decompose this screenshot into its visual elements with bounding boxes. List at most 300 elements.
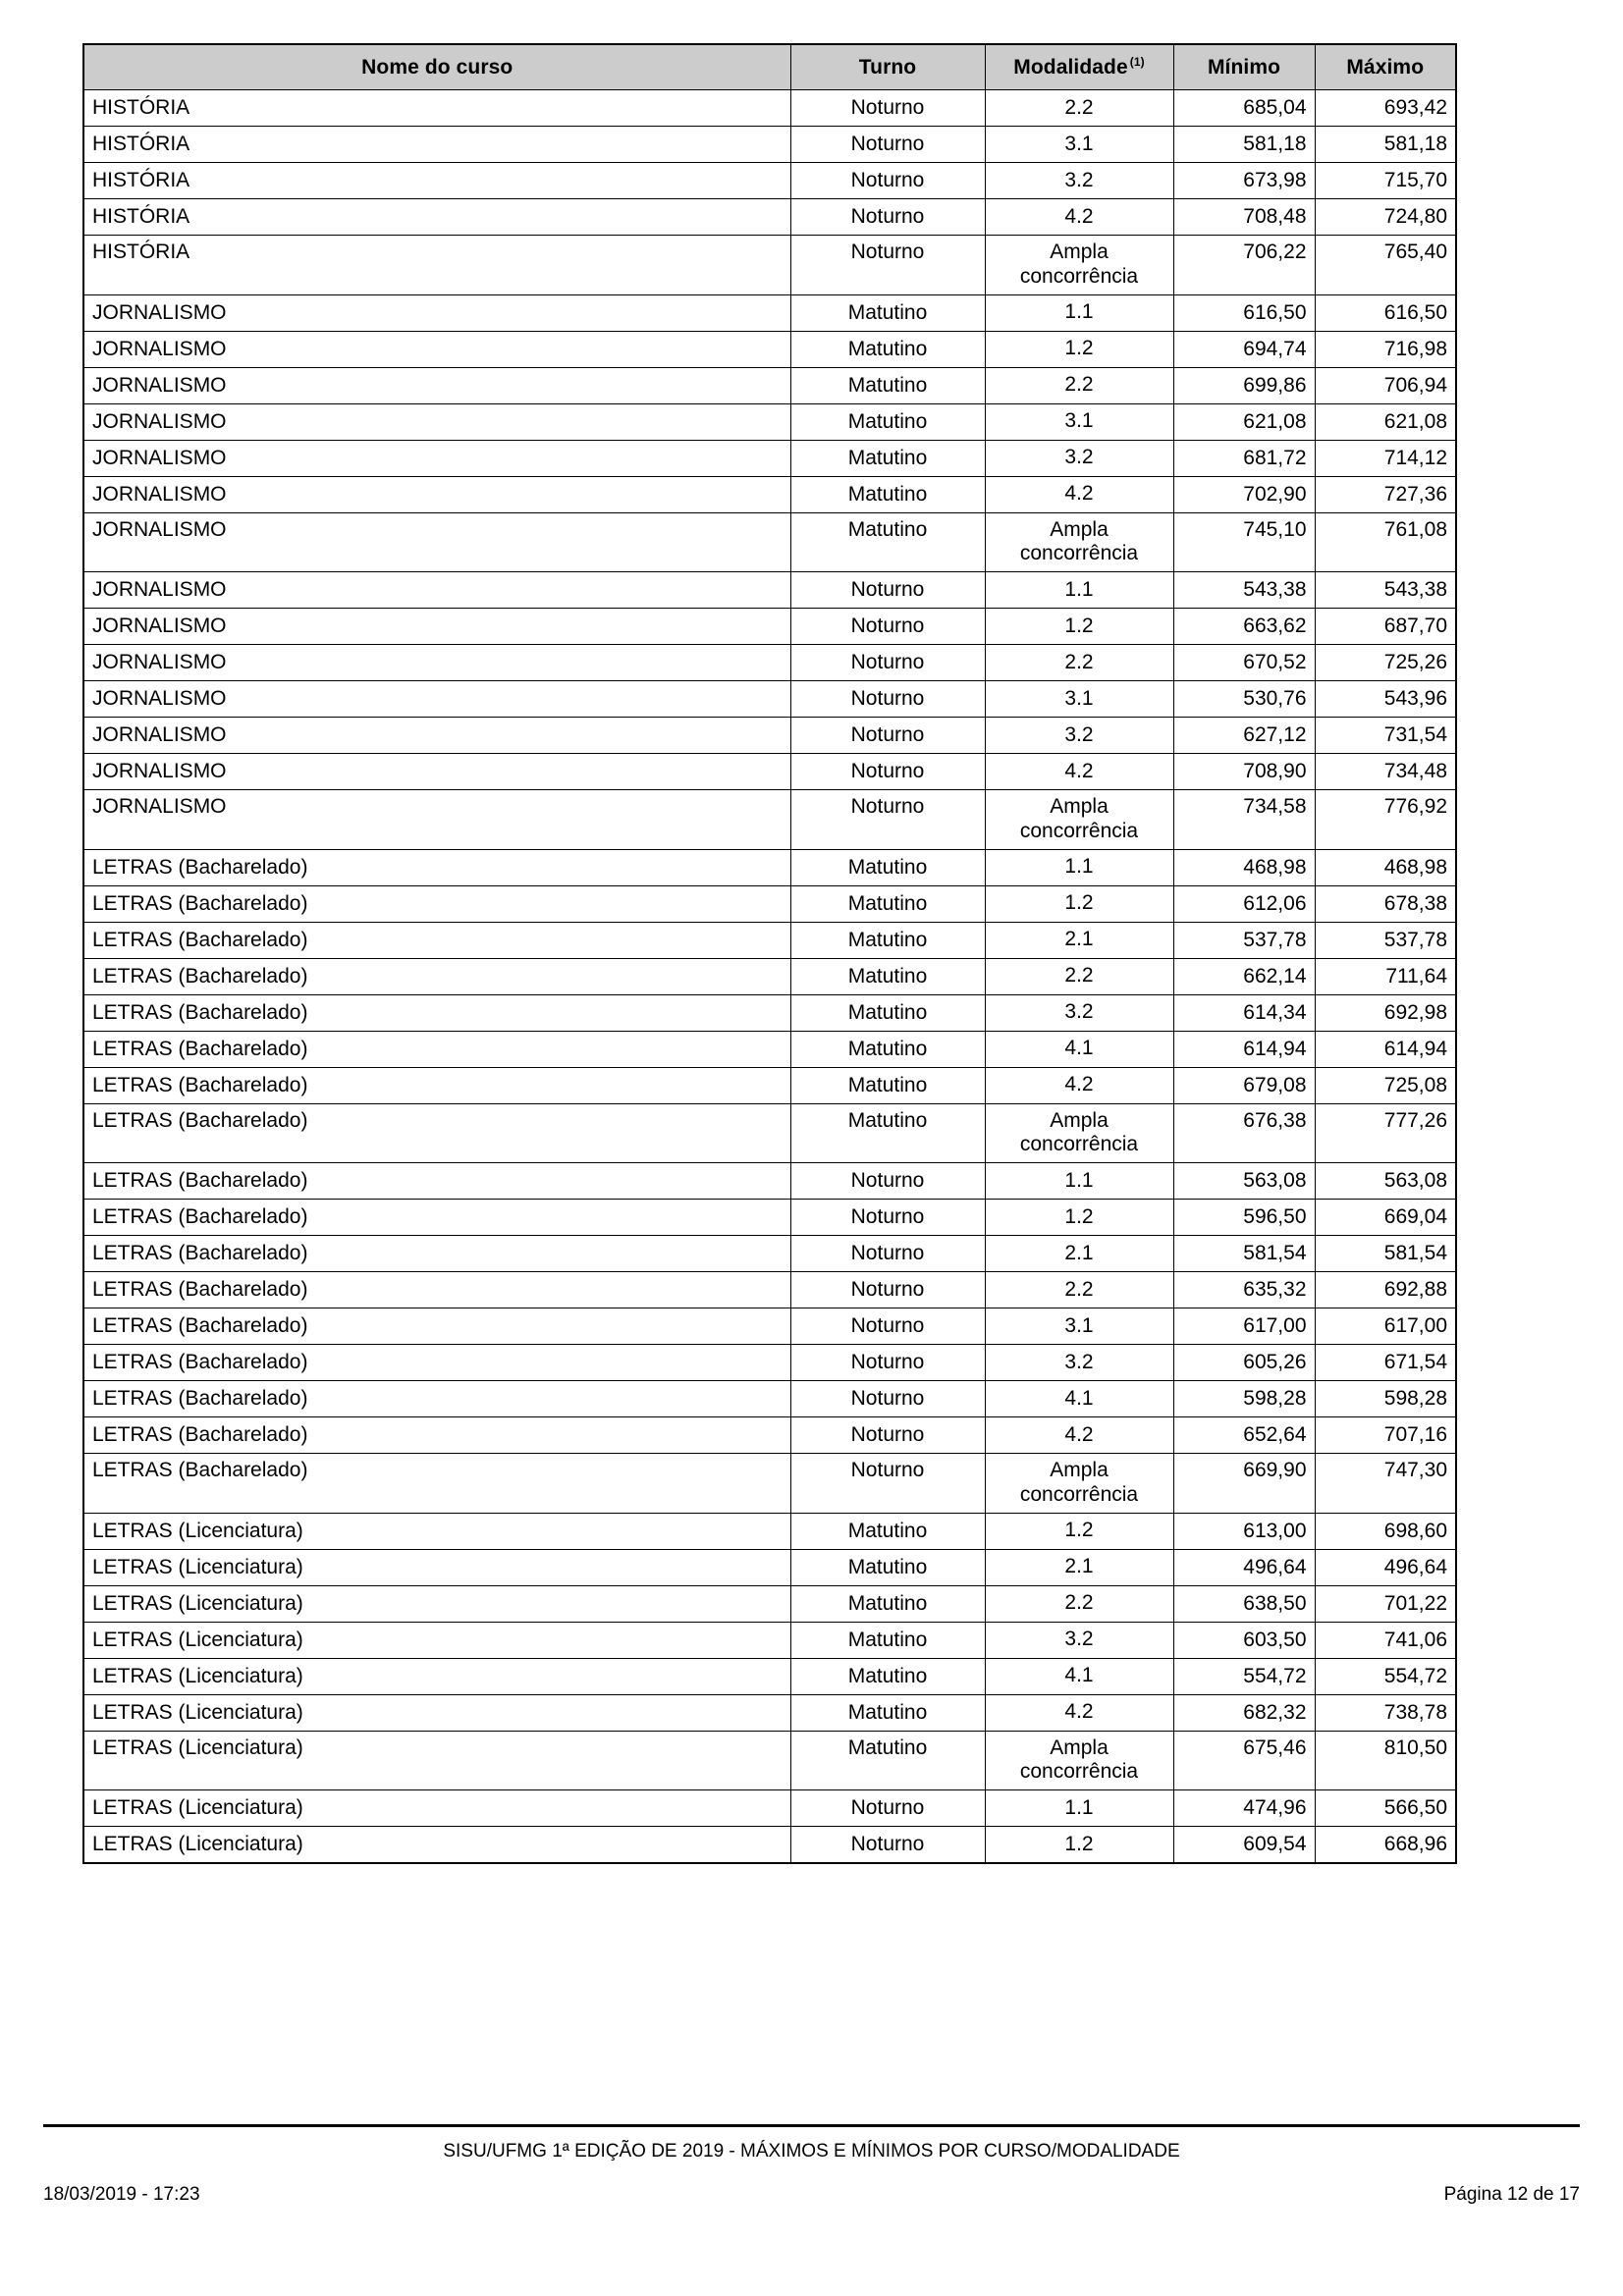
table-row xyxy=(83,440,1456,476)
cell-minimo: 635,32 xyxy=(1173,1272,1315,1308)
cell-modalidade xyxy=(985,163,1173,199)
table-row xyxy=(83,1790,1456,1827)
cell-curso: LETRAS (Bacharelado) xyxy=(83,1236,790,1272)
table-row xyxy=(83,1454,1456,1514)
cell-curso: LETRAS (Bacharelado) xyxy=(83,1381,790,1417)
cell-turno: Noturno xyxy=(790,1345,985,1381)
cell-curso: JORNALISMO xyxy=(83,718,790,754)
modalidade-value: 4.1 xyxy=(1064,1037,1094,1060)
modalidade-value: 1.2 xyxy=(1064,1204,1094,1228)
cell-turno: Noturno xyxy=(790,609,985,645)
table-row xyxy=(83,1585,1456,1622)
cell-minimo: 603,50 xyxy=(1173,1622,1315,1658)
cell-maximo: 734,48 xyxy=(1315,754,1456,790)
cell-minimo: 581,18 xyxy=(1173,127,1315,163)
column-header-modalidade xyxy=(985,44,1173,90)
cell-modalidade xyxy=(985,199,1173,236)
cell-modalidade xyxy=(985,1103,1173,1163)
modalidade-value: 4.2 xyxy=(1064,1073,1094,1096)
modalidade-value: 4.1 xyxy=(1064,1664,1094,1687)
cell-maximo: 598,28 xyxy=(1315,1381,1456,1417)
table-row xyxy=(83,1200,1456,1236)
cell-curso: JORNALISMO xyxy=(83,790,790,850)
cell-modalidade xyxy=(985,331,1173,367)
cell-minimo: 614,34 xyxy=(1173,994,1315,1031)
cell-curso: JORNALISMO xyxy=(83,440,790,476)
modalidade-value: 1.1 xyxy=(1064,855,1094,879)
table-row xyxy=(83,994,1456,1031)
cell-turno: Matutino xyxy=(790,1067,985,1103)
cell-maximo: 678,38 xyxy=(1315,885,1456,922)
cell-turno: Matutino xyxy=(790,294,985,331)
cell-curso: LETRAS (Bacharelado) xyxy=(83,922,790,958)
column-header-turno: Turno xyxy=(790,44,985,90)
table-row xyxy=(83,1731,1456,1790)
cell-turno: Matutino xyxy=(790,1031,985,1067)
cell-maximo: 692,88 xyxy=(1315,1272,1456,1308)
table-row xyxy=(83,645,1456,681)
table-row xyxy=(83,1067,1456,1103)
cell-minimo: 605,26 xyxy=(1173,1345,1315,1381)
cell-modalidade xyxy=(985,1549,1173,1585)
cell-curso: LETRAS (Bacharelado) xyxy=(83,1417,790,1454)
modalidade-value: 1.2 xyxy=(1064,891,1094,915)
cell-modalidade xyxy=(985,681,1173,718)
cell-modalidade xyxy=(985,127,1173,163)
cell-modalidade xyxy=(985,1308,1173,1345)
cell-curso: JORNALISMO xyxy=(83,572,790,609)
cell-turno: Matutino xyxy=(790,885,985,922)
modalidade-value: 2.1 xyxy=(1064,1555,1094,1578)
modalidade-value: Ampla concorrência xyxy=(1019,1108,1139,1156)
cell-modalidade xyxy=(985,922,1173,958)
cell-minimo: 676,38 xyxy=(1173,1103,1315,1163)
cell-maximo: 621,08 xyxy=(1315,403,1456,440)
cell-maximo: 614,94 xyxy=(1315,1031,1456,1067)
cell-turno: Matutino xyxy=(790,403,985,440)
column-header-modalidade-label: Modalidade xyxy=(1013,56,1128,79)
cell-minimo: 537,78 xyxy=(1173,922,1315,958)
cell-modalidade xyxy=(985,440,1173,476)
modalidade-value: 2.1 xyxy=(1064,1241,1094,1264)
cell-curso: HISTÓRIA xyxy=(83,90,790,127)
cell-turno: Noturno xyxy=(790,1272,985,1308)
table-row xyxy=(83,849,1456,885)
modalidade-value: 4.2 xyxy=(1064,1700,1094,1724)
modalidade-value: 3.1 xyxy=(1064,1313,1094,1337)
cell-curso: JORNALISMO xyxy=(83,754,790,790)
cell-curso: LETRAS (Bacharelado) xyxy=(83,1308,790,1345)
modalidade-value: Ampla concorrência xyxy=(1019,1459,1139,1506)
cell-minimo: 638,50 xyxy=(1173,1585,1315,1622)
modalidade-value: 4.1 xyxy=(1064,1386,1094,1410)
cell-turno: Matutino xyxy=(790,994,985,1031)
cell-minimo: 708,90 xyxy=(1173,754,1315,790)
modalidade-value: 3.1 xyxy=(1064,409,1094,433)
cell-modalidade xyxy=(985,1585,1173,1622)
modalidade-value: 3.1 xyxy=(1064,132,1094,155)
cell-curso: LETRAS (Licenciatura) xyxy=(83,1585,790,1622)
cell-maximo: 776,92 xyxy=(1315,790,1456,850)
cell-turno: Noturno xyxy=(790,1308,985,1345)
modalidade-value: Ampla concorrência xyxy=(1019,517,1139,565)
cell-maximo: 715,70 xyxy=(1315,163,1456,199)
cell-maximo: 810,50 xyxy=(1315,1731,1456,1790)
table-row xyxy=(83,572,1456,609)
modalidade-value: Ampla concorrência xyxy=(1019,240,1139,288)
table-row xyxy=(83,236,1456,295)
table-row xyxy=(83,1694,1456,1731)
cell-turno: Noturno xyxy=(790,1236,985,1272)
cell-turno: Matutino xyxy=(790,849,985,885)
cell-modalidade xyxy=(985,1417,1173,1454)
modalidade-value: 1.1 xyxy=(1064,1795,1094,1819)
table-header xyxy=(83,44,1456,90)
cell-maximo: 669,04 xyxy=(1315,1200,1456,1236)
cell-modalidade xyxy=(985,294,1173,331)
cell-turno: Matutino xyxy=(790,476,985,512)
cell-maximo: 563,08 xyxy=(1315,1163,1456,1200)
cell-modalidade xyxy=(985,609,1173,645)
cell-minimo: 543,38 xyxy=(1173,572,1315,609)
cell-maximo: 707,16 xyxy=(1315,1417,1456,1454)
page-footer xyxy=(43,2124,1580,2206)
cell-turno: Noturno xyxy=(790,645,985,681)
cell-minimo: 706,22 xyxy=(1173,236,1315,295)
cell-modalidade xyxy=(985,754,1173,790)
cell-turno: Noturno xyxy=(790,1790,985,1827)
cell-curso: LETRAS (Licenciatura) xyxy=(83,1622,790,1658)
grades-table xyxy=(82,43,1457,1864)
cell-curso: JORNALISMO xyxy=(83,403,790,440)
modalidade-value: 4.2 xyxy=(1064,759,1094,782)
cell-maximo: 716,98 xyxy=(1315,331,1456,367)
modalidade-value: 4.2 xyxy=(1064,482,1094,506)
cell-minimo: 681,72 xyxy=(1173,440,1315,476)
cell-maximo: 617,00 xyxy=(1315,1308,1456,1345)
cell-modalidade xyxy=(985,1200,1173,1236)
modalidade-value: 1.2 xyxy=(1064,1519,1094,1542)
cell-turno: Matutino xyxy=(790,1549,985,1585)
footer-page-number: Página 12 de 17 xyxy=(1443,2184,1580,2205)
cell-maximo: 711,64 xyxy=(1315,958,1456,994)
cell-curso: LETRAS (Licenciatura) xyxy=(83,1694,790,1731)
column-header-minimo: Mínimo xyxy=(1173,44,1315,90)
cell-curso: JORNALISMO xyxy=(83,512,790,572)
cell-minimo: 563,08 xyxy=(1173,1163,1315,1200)
cell-curso: LETRAS (Licenciatura) xyxy=(83,1731,790,1790)
table-row xyxy=(83,331,1456,367)
table-row xyxy=(83,1163,1456,1200)
cell-curso: HISTÓRIA xyxy=(83,236,790,295)
cell-curso: LETRAS (Bacharelado) xyxy=(83,1103,790,1163)
cell-turno: Noturno xyxy=(790,754,985,790)
table-row xyxy=(83,1031,1456,1067)
cell-modalidade xyxy=(985,849,1173,885)
modalidade-value: 3.2 xyxy=(1064,1350,1094,1373)
cell-minimo: 708,48 xyxy=(1173,199,1315,236)
cell-maximo: 747,30 xyxy=(1315,1454,1456,1514)
cell-modalidade xyxy=(985,1272,1173,1308)
cell-curso: LETRAS (Bacharelado) xyxy=(83,1067,790,1103)
cell-maximo: 554,72 xyxy=(1315,1658,1456,1694)
modalidade-value: 4.2 xyxy=(1064,1422,1094,1446)
modalidade-value: 2.2 xyxy=(1064,650,1094,673)
cell-curso: LETRAS (Bacharelado) xyxy=(83,1345,790,1381)
cell-turno: Noturno xyxy=(790,163,985,199)
cell-minimo: 596,50 xyxy=(1173,1200,1315,1236)
column-header-maximo: Máximo xyxy=(1315,44,1456,90)
cell-minimo: 616,50 xyxy=(1173,294,1315,331)
cell-minimo: 662,14 xyxy=(1173,958,1315,994)
cell-modalidade xyxy=(985,958,1173,994)
table-row xyxy=(83,127,1456,163)
table-row xyxy=(83,476,1456,512)
cell-curso: LETRAS (Bacharelado) xyxy=(83,1272,790,1308)
cell-modalidade xyxy=(985,512,1173,572)
cell-curso: JORNALISMO xyxy=(83,645,790,681)
modalidade-value: 3.2 xyxy=(1064,1000,1094,1024)
cell-minimo: 581,54 xyxy=(1173,1236,1315,1272)
cell-curso: JORNALISMO xyxy=(83,294,790,331)
cell-maximo: 581,54 xyxy=(1315,1236,1456,1272)
cell-turno: Noturno xyxy=(790,1417,985,1454)
modalidade-value: 1.2 xyxy=(1064,614,1094,637)
cell-minimo: 702,90 xyxy=(1173,476,1315,512)
cell-turno: Matutino xyxy=(790,367,985,403)
cell-turno: Noturno xyxy=(790,681,985,718)
cell-minimo: 496,64 xyxy=(1173,1549,1315,1585)
cell-curso: LETRAS (Licenciatura) xyxy=(83,1549,790,1585)
cell-turno: Noturno xyxy=(790,1827,985,1863)
cell-minimo: 694,74 xyxy=(1173,331,1315,367)
cell-minimo: 652,64 xyxy=(1173,1417,1315,1454)
cell-minimo: 530,76 xyxy=(1173,681,1315,718)
cell-minimo: 598,28 xyxy=(1173,1381,1315,1417)
table-row xyxy=(83,403,1456,440)
cell-modalidade xyxy=(985,1067,1173,1103)
table-row xyxy=(83,1345,1456,1381)
cell-minimo: 554,72 xyxy=(1173,1658,1315,1694)
modalidade-value: 1.1 xyxy=(1064,577,1094,601)
cell-turno: Matutino xyxy=(790,1622,985,1658)
cell-turno: Matutino xyxy=(790,1658,985,1694)
cell-modalidade xyxy=(985,1236,1173,1272)
cell-maximo: 761,08 xyxy=(1315,512,1456,572)
cell-curso: LETRAS (Bacharelado) xyxy=(83,849,790,885)
table-row xyxy=(83,754,1456,790)
cell-modalidade xyxy=(985,1031,1173,1067)
cell-turno: Noturno xyxy=(790,199,985,236)
cell-modalidade xyxy=(985,1513,1173,1549)
cell-maximo: 581,18 xyxy=(1315,127,1456,163)
cell-modalidade xyxy=(985,572,1173,609)
cell-maximo: 616,50 xyxy=(1315,294,1456,331)
table-row xyxy=(83,1236,1456,1272)
table-row xyxy=(83,958,1456,994)
cell-turno: Matutino xyxy=(790,512,985,572)
cell-curso: JORNALISMO xyxy=(83,476,790,512)
cell-maximo: 725,26 xyxy=(1315,645,1456,681)
cell-minimo: 612,06 xyxy=(1173,885,1315,922)
cell-minimo: 670,52 xyxy=(1173,645,1315,681)
modalidade-value: 3.2 xyxy=(1064,446,1094,469)
cell-modalidade xyxy=(985,645,1173,681)
cell-maximo: 765,40 xyxy=(1315,236,1456,295)
table-row xyxy=(83,885,1456,922)
footnote-marker: (1) xyxy=(1129,55,1145,69)
table-row xyxy=(83,609,1456,645)
cell-modalidade xyxy=(985,90,1173,127)
modalidade-value: 3.1 xyxy=(1064,686,1094,710)
cell-curso: JORNALISMO xyxy=(83,331,790,367)
cell-modalidade xyxy=(985,885,1173,922)
modalidade-value: 2.2 xyxy=(1064,1591,1094,1615)
modalidade-value: 1.2 xyxy=(1064,337,1094,360)
cell-minimo: 613,00 xyxy=(1173,1513,1315,1549)
table-row xyxy=(83,199,1456,236)
cell-curso: HISTÓRIA xyxy=(83,163,790,199)
cell-maximo: 724,80 xyxy=(1315,199,1456,236)
cell-modalidade xyxy=(985,790,1173,850)
table-row xyxy=(83,1549,1456,1585)
cell-maximo: 706,94 xyxy=(1315,367,1456,403)
cell-modalidade xyxy=(985,1694,1173,1731)
cell-maximo: 693,42 xyxy=(1315,90,1456,127)
cell-maximo: 687,70 xyxy=(1315,609,1456,645)
cell-maximo: 741,06 xyxy=(1315,1622,1456,1658)
cell-turno: Noturno xyxy=(790,236,985,295)
cell-modalidade xyxy=(985,1731,1173,1790)
cell-turno: Matutino xyxy=(790,1731,985,1790)
table-row xyxy=(83,90,1456,127)
table-row xyxy=(83,1827,1456,1863)
table-row xyxy=(83,922,1456,958)
modalidade-value: 4.2 xyxy=(1064,204,1094,228)
table-row xyxy=(83,1622,1456,1658)
cell-maximo: 668,96 xyxy=(1315,1827,1456,1863)
cell-modalidade xyxy=(985,236,1173,295)
cell-turno: Noturno xyxy=(790,90,985,127)
cell-curso: JORNALISMO xyxy=(83,609,790,645)
cell-turno: Matutino xyxy=(790,1694,985,1731)
cell-maximo: 701,22 xyxy=(1315,1585,1456,1622)
cell-curso: LETRAS (Licenciatura) xyxy=(83,1827,790,1863)
cell-minimo: 663,62 xyxy=(1173,609,1315,645)
table-row xyxy=(83,1308,1456,1345)
cell-maximo: 777,26 xyxy=(1315,1103,1456,1163)
cell-modalidade xyxy=(985,367,1173,403)
cell-minimo: 621,08 xyxy=(1173,403,1315,440)
table-row xyxy=(83,1272,1456,1308)
modalidade-value: 2.1 xyxy=(1064,928,1094,951)
modalidade-value: 1.1 xyxy=(1064,1168,1094,1192)
table-row xyxy=(83,790,1456,850)
cell-modalidade xyxy=(985,1163,1173,1200)
modalidade-value: 3.2 xyxy=(1064,1628,1094,1651)
cell-maximo: 543,38 xyxy=(1315,572,1456,609)
cell-minimo: 468,98 xyxy=(1173,849,1315,885)
cell-curso: LETRAS (Bacharelado) xyxy=(83,1163,790,1200)
cell-turno: Noturno xyxy=(790,572,985,609)
modalidade-value: 2.2 xyxy=(1064,95,1094,119)
footer-divider xyxy=(43,2124,1580,2127)
cell-minimo: 734,58 xyxy=(1173,790,1315,850)
cell-turno: Matutino xyxy=(790,331,985,367)
cell-minimo: 474,96 xyxy=(1173,1790,1315,1827)
table-row xyxy=(83,718,1456,754)
cell-turno: Matutino xyxy=(790,958,985,994)
cell-maximo: 727,36 xyxy=(1315,476,1456,512)
cell-curso: LETRAS (Licenciatura) xyxy=(83,1790,790,1827)
cell-curso: LETRAS (Licenciatura) xyxy=(83,1513,790,1549)
cell-minimo: 685,04 xyxy=(1173,90,1315,127)
cell-maximo: 738,78 xyxy=(1315,1694,1456,1731)
cell-modalidade xyxy=(985,1658,1173,1694)
cell-maximo: 566,50 xyxy=(1315,1790,1456,1827)
column-header-curso: Nome do curso xyxy=(83,44,790,90)
cell-maximo: 725,08 xyxy=(1315,1067,1456,1103)
cell-turno: Matutino xyxy=(790,922,985,958)
table-row xyxy=(83,1513,1456,1549)
modalidade-value: 3.2 xyxy=(1064,168,1094,191)
footer-meta-row xyxy=(43,2184,1580,2206)
cell-modalidade xyxy=(985,1622,1173,1658)
cell-turno: Noturno xyxy=(790,790,985,850)
cell-curso: LETRAS (Bacharelado) xyxy=(83,1031,790,1067)
cell-minimo: 627,12 xyxy=(1173,718,1315,754)
table-row xyxy=(83,1381,1456,1417)
cell-turno: Noturno xyxy=(790,1200,985,1236)
cell-curso: LETRAS (Bacharelado) xyxy=(83,1200,790,1236)
cell-maximo: 692,98 xyxy=(1315,994,1456,1031)
cell-curso: LETRAS (Bacharelado) xyxy=(83,958,790,994)
cell-turno: Noturno xyxy=(790,718,985,754)
table-row xyxy=(83,681,1456,718)
cell-curso: JORNALISMO xyxy=(83,681,790,718)
modalidade-value: 2.2 xyxy=(1064,373,1094,397)
cell-curso: HISTÓRIA xyxy=(83,127,790,163)
table-row xyxy=(83,294,1456,331)
cell-maximo: 468,98 xyxy=(1315,849,1456,885)
footer-title: SISU/UFMG 1ª EDIÇÃO DE 2019 - MÁXIMOS E MÍNIMOS POR CURSO/MODALIDADE xyxy=(443,2141,1180,2162)
cell-turno: Matutino xyxy=(790,1103,985,1163)
modalidade-value: 3.2 xyxy=(1064,722,1094,746)
table-header-row xyxy=(83,44,1456,90)
cell-turno: Noturno xyxy=(790,127,985,163)
cell-modalidade xyxy=(985,476,1173,512)
cell-modalidade xyxy=(985,1345,1173,1381)
cell-curso: LETRAS (Bacharelado) xyxy=(83,994,790,1031)
cell-minimo: 682,32 xyxy=(1173,1694,1315,1731)
cell-minimo: 617,00 xyxy=(1173,1308,1315,1345)
modalidade-value: Ampla concorrência xyxy=(1019,1735,1139,1784)
cell-maximo: 537,78 xyxy=(1315,922,1456,958)
cell-maximo: 543,96 xyxy=(1315,681,1456,718)
cell-modalidade xyxy=(985,1827,1173,1863)
table-row xyxy=(83,163,1456,199)
cell-turno: Noturno xyxy=(790,1454,985,1514)
cell-maximo: 714,12 xyxy=(1315,440,1456,476)
table-row xyxy=(83,512,1456,572)
cell-maximo: 671,54 xyxy=(1315,1345,1456,1381)
cell-minimo: 673,98 xyxy=(1173,163,1315,199)
footer-timestamp: 18/03/2019 - 17:23 xyxy=(43,2184,200,2205)
cell-maximo: 698,60 xyxy=(1315,1513,1456,1549)
cell-modalidade xyxy=(985,403,1173,440)
cell-curso: JORNALISMO xyxy=(83,367,790,403)
cell-minimo: 609,54 xyxy=(1173,1827,1315,1863)
